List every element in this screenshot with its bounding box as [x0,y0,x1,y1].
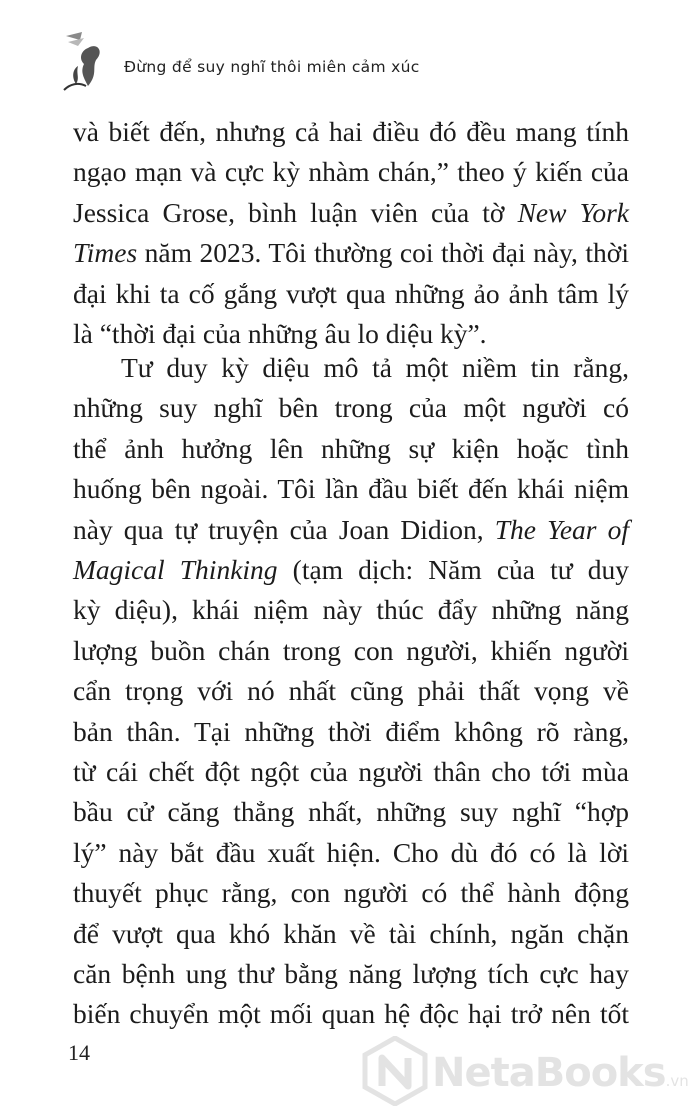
text-line [73,388,629,428]
text-segment: là “thời đại của những âu lo diệu kỳ”. [73,318,487,349]
watermark-suffix: .vn [665,1072,689,1090]
page-number: 14 [68,1040,90,1065]
text-line [73,233,629,273]
italic-title-text: Times [73,237,138,269]
italic-title-text: New York [517,196,629,228]
text-segment: đại khi ta cố gắng vượt qua những ảo ảnh tâm lý [73,277,629,309]
text-line [73,193,629,233]
netabooks-n-logo-icon [362,1036,428,1106]
running-header-title: Đừng để suy nghĩ thôi miên cảm xúc [124,58,420,76]
text-line [73,752,629,792]
text-segment: thuyết phục rằng, con người có thể hành động [73,877,629,909]
text-segment: lượng buồn chán trong con người, khiến người [73,634,629,666]
netabooks-watermark [362,1036,692,1106]
text-segment: Jessica Grose, bình luận viên của tờ [73,196,518,228]
text-segment: cẩn trọng với nó nhất cũng phải thất vọng về [73,675,629,707]
text-line [73,112,629,152]
text-line [73,833,629,873]
text-segment: bản thân. Tại những thời điểm không rõ ràng, [73,715,629,747]
text-segment: lý” này bắt đầu xuất hiện. Cho dù đó có là lời [73,836,629,868]
text-line [73,152,629,192]
feather-quill-icon [58,28,114,92]
text-segment: năm 2023. Tôi thường coi thời đại này, thời [137,237,629,269]
watermark-text [432,1050,689,1096]
text-segment: huống bên ngoài. Tôi lần đầu biết đến khái niệm [73,473,629,505]
text-segment: thể ảnh hưởng lên những sự kiện hoặc tình [73,432,629,464]
text-segment: (tạm dịch: Năm của tư duy [277,554,629,585]
text-line [73,469,629,509]
text-line [121,348,629,388]
text-segment: căn bệnh ung thư bằng năng lượng tích cực hay [73,958,629,989]
watermark-brand: NetaBooks [432,1050,666,1096]
text-segment: để vượt qua khó khăn về tài chính, ngăn chặn [73,917,629,949]
text-line [73,274,629,314]
running-header [58,28,618,92]
text-segment: ngạo mạn và cực kỳ nhàm chán,” theo ý kiến của [73,156,629,188]
text-line [73,590,629,630]
text-line [73,873,629,913]
text-segment: và biết đến, nhưng cả hai điều đó đều mang tính [73,116,629,147]
text-segment: từ cái chết đột ngột của người thân cho tới mùa [73,756,629,787]
text-line [73,510,629,550]
text-line [73,994,629,1034]
text-line [73,550,629,590]
text-line [73,712,629,752]
text-line [73,792,629,832]
text-segment: những suy nghĩ bên trong của một người có [73,392,629,424]
text-line [73,631,629,671]
text-segment: kỳ diệu), khái niệm này thúc đẩy những năng [73,594,629,626]
italic-title-text: Magical Thinking [73,554,278,585]
text-segment: biến chuyển một mối quan hệ độc hại trở nên tốt [73,998,629,1030]
text-line [73,954,629,994]
text-line [73,671,629,711]
text-line [73,914,629,954]
text-segment: bầu cử căng thẳng nhất, những suy nghĩ “hợp [73,796,629,828]
text-segment: Tư duy kỳ diệu mô tả một niềm tin rằng, [121,352,629,383]
text-line [73,429,629,469]
italic-title-text: The Year of [494,513,629,545]
text-segment: này qua tự truyện của Joan Didion, [73,513,495,545]
